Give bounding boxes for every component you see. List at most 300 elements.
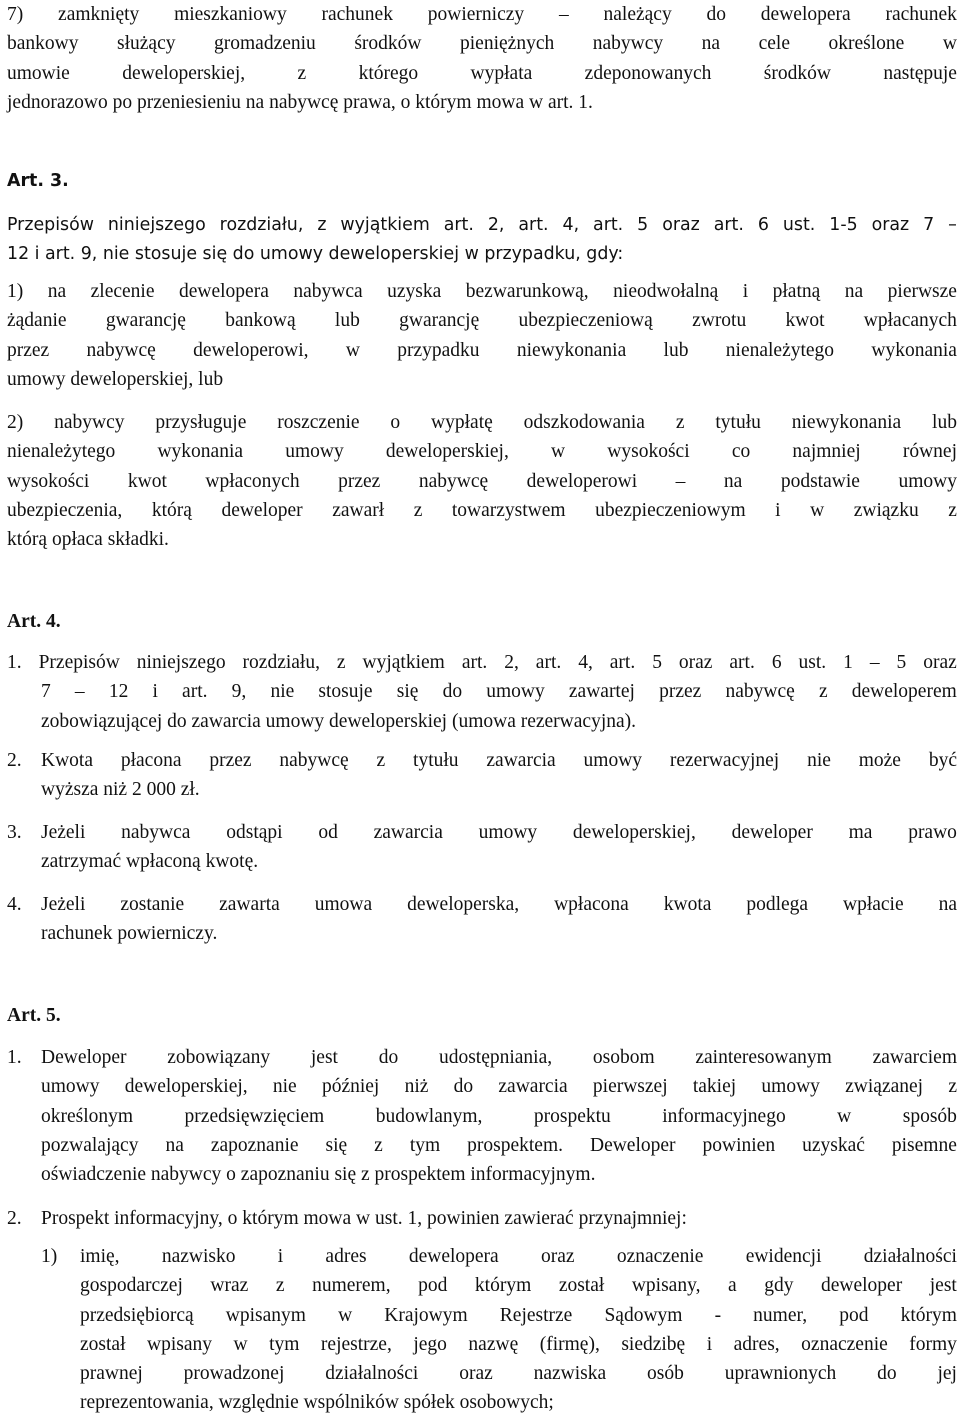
word: wyjątkiem [340,215,430,235]
word: pierwszej [592,1076,668,1098]
word: 7 [923,215,935,235]
article-5-heading [7,1001,957,1030]
word: takiej [692,1076,737,1098]
article-4-paragraph-1 [7,648,957,736]
word: pisemne [891,1134,957,1156]
word: jego [413,1333,447,1355]
word: wysokości [7,470,90,492]
word: umowa [314,894,373,915]
word: zdeponowanych [584,62,712,84]
article-5-paragraph-2 [41,1204,957,1233]
word: został [558,1275,605,1297]
word: adres [325,1246,367,1267]
word: z [297,62,307,84]
word: dewelopera [760,4,851,25]
word: na [723,470,743,492]
word: prawnej [80,1363,143,1385]
word: na [938,894,957,915]
word: zostanie [120,894,185,915]
word: zawarł [332,499,385,521]
word: zawarcia [498,1076,568,1098]
word: i [742,281,749,302]
word: – [558,4,569,25]
word: 6 [757,215,769,235]
word: numer, [753,1304,808,1326]
text-line [7,59,957,88]
word: przedsięwzięciem [184,1105,325,1127]
word: cele [758,33,790,55]
word: dewelopera [178,281,269,302]
text-line [7,437,957,466]
word: pierwsze [887,281,957,302]
word: z [413,499,423,521]
text-line [41,818,957,847]
word: udostępniania, [438,1047,553,1068]
word: być [928,750,957,771]
text-line [41,1043,957,1072]
word: oraz [459,1363,493,1385]
word: Jeżeli [41,822,86,843]
word: rachunek [885,4,957,25]
word: umowy [478,822,538,843]
article-4-paragraph-3 [41,818,957,877]
heading-text: Art. 4. [7,611,61,632]
word: prospektem. [467,1134,563,1156]
word: rozdziału, [242,652,320,673]
word: zwrotu [692,310,747,332]
paragraph-number: 3. [7,822,22,843]
word: do [453,1076,474,1098]
word: bankową [225,310,296,332]
word: ust. [782,215,816,235]
word: środków [763,62,831,84]
word: 7) [7,4,24,25]
article-3-intro [7,211,957,270]
text-line [7,648,957,677]
word: wraz [210,1275,249,1297]
word: deweloperska, [407,894,520,915]
word: 1) [7,281,24,302]
word: należący [603,4,672,25]
word: i [277,1246,284,1267]
word: 4, [562,215,580,235]
word: powinien [702,1134,776,1156]
word: wypłata [470,62,533,84]
word: wpłacona [554,894,629,915]
word: bezwarunkową, [465,281,589,302]
word: wysokości [607,441,690,463]
word: 9, [231,681,247,703]
word: deweloperowi, [193,339,309,361]
word: nabywcę [279,750,349,771]
word: płacona [120,750,182,771]
word: ubezpieczeniową [518,310,653,332]
word: z [675,412,685,433]
article-3-heading [7,167,957,196]
word: się [396,681,419,703]
word: umowy [486,681,545,703]
word: Przepisów [38,652,120,673]
word: pozwalający [41,1134,139,1156]
word: nabywcy [54,412,125,433]
word: oznaczenie [801,1333,888,1355]
word: deweloperowi [526,470,638,492]
word: niewykonania [516,339,627,361]
word: lub [334,310,360,332]
word: oraz [678,652,713,673]
text-line [7,211,957,240]
word: dewelopera [408,1246,499,1267]
word: przez [659,681,702,703]
word: ubezpieczenia, [7,499,123,521]
word: umowy [41,1076,100,1098]
word: oznaczenie [616,1246,704,1267]
word: zamknięty [58,4,140,25]
word: deweloper [731,822,813,843]
word: w [233,1333,248,1355]
word: najmniej [792,441,861,463]
word: lub [932,412,957,433]
word: zawarciem [872,1047,957,1068]
word: gwarancję [105,310,186,332]
paragraph-number: 2. [7,750,22,771]
word: określone [828,33,905,55]
paragraph-number: 4. [7,894,22,915]
word: deweloper [221,499,303,521]
text-line: zobowiązującej do zawarcia umowy deweloperskiej (umowa rezerwacyjna). [41,710,637,732]
word: a [728,1275,737,1297]
word: 1. [7,652,22,673]
text-line [41,890,957,919]
text-line: oświadczenie nabywcy o zapoznaniu się z prospektem informacyjnym. [41,1164,596,1186]
word: z [818,681,828,703]
word: oraz [540,1246,575,1267]
word: przez [338,470,381,492]
word: umowy [761,1076,820,1098]
word: do [378,1047,399,1068]
word: – [948,215,957,235]
word: gdy [764,1275,794,1297]
word: podstawie [780,470,860,492]
word: ma [848,822,873,843]
word: ewidencji [745,1246,822,1267]
word: z [948,1076,957,1098]
word: formy [909,1333,957,1355]
word: do [706,4,726,25]
word: i [706,1333,713,1355]
text-line [7,277,957,306]
word: przedsiębiorcą [80,1304,194,1326]
word: tytułu [413,750,459,771]
text-line: zatrzymać wpłaconą kwotę. [41,851,259,873]
word: zlecenie [90,281,155,302]
word: jest [310,1047,338,1068]
word: nazwisko [161,1246,236,1267]
word: tym [409,1134,441,1156]
word: rachunek [321,4,393,25]
text-line: umowy deweloperskiej, lub [7,368,224,390]
word: art. [535,652,562,673]
word: przypadku [397,339,480,361]
word: nazwiska [533,1363,607,1385]
word: na [701,33,721,55]
word: deweloper [821,1275,903,1297]
word: związku [853,499,919,521]
word: kwot [127,470,167,492]
text-line [7,336,957,365]
word: kwota [663,894,712,915]
word: w [837,1105,852,1127]
word: w [338,1304,353,1326]
word: odstąpi [226,822,283,843]
word: wpisany [146,1333,212,1355]
word: Deweloper [589,1134,676,1156]
text-line: 12 i art. 9, nie stosuje się do umowy deweloperskiej w przypadku, gdy: [7,244,624,265]
word: uzyskać [802,1134,865,1156]
word: żądanie [7,310,67,332]
word: umowy [583,750,643,771]
text-line: reprezentowania, względnie wspólników spółek osobowych; [80,1392,554,1414]
word: o [390,412,401,433]
word: osobom [592,1047,655,1068]
word: niewykonania [791,412,902,433]
word: numerem, [312,1275,391,1297]
word: wyjątkiem [362,652,445,673]
word: sposób [902,1105,957,1127]
word: z [376,750,386,771]
word: wpisany, [631,1275,701,1297]
word: umowie [7,62,70,84]
word: art. [593,215,624,235]
word: Rejestrze [499,1304,573,1326]
word: pod [418,1275,448,1297]
word: którym [900,1304,957,1326]
word: równej [902,441,957,463]
text-line [80,1242,957,1271]
word: – [675,470,686,492]
text-line [7,306,957,335]
word: stosuje [318,681,373,703]
word: wykonania [871,339,957,361]
word: działalności [325,1363,419,1385]
word: w [345,339,360,361]
word: z [374,1134,383,1156]
word: Jeżeli [41,894,86,915]
word: wpłaconych [205,470,300,492]
word: (firmę), [539,1333,600,1355]
word: przysługuje [155,412,247,433]
word: niniejszego [136,652,226,673]
word: związanej [845,1076,924,1098]
word: od [318,822,338,843]
word: zainteresowanym [695,1047,832,1068]
word: uzyska [387,281,442,302]
word: prospektu [533,1105,611,1127]
word: art. [518,215,549,235]
word: nabywca [293,281,363,302]
word: 5 [637,215,649,235]
word: nieodwołalną [613,281,719,302]
word: art. [729,652,755,673]
word: w [551,441,566,463]
text-line [41,1102,957,1131]
word: siedzibę [621,1333,686,1355]
word: nienależytego [725,339,835,361]
word: umowy [285,441,344,463]
word: gospodarczej [80,1275,183,1297]
word: gwarancję [399,310,480,332]
word: rezerwacyjnej [669,750,780,771]
word: lub [663,339,689,361]
word: ust. [798,652,827,673]
word: informacyjnego [662,1105,786,1127]
word: przez [209,750,252,771]
word: niniejszego [107,215,206,235]
text-line [7,677,957,706]
word: oraz [871,215,910,235]
word: deweloperskiej, [122,62,246,84]
word: przez [7,339,50,361]
word: podlega [746,894,809,915]
word: środków [354,33,422,55]
word: 12 [108,681,129,703]
word: deweloperskiej, [572,822,696,843]
word: Krajowym [384,1304,468,1326]
word: deweloperskiej, [385,441,509,463]
word: 5 [652,652,662,673]
word: wpisanym [225,1304,306,1326]
word: określonym [41,1105,134,1127]
word: pieniężnych [460,33,555,55]
word: osób [647,1363,684,1385]
word: do [442,681,463,703]
word: prawo [908,822,957,843]
article-5-item-1 [80,1242,957,1418]
text-line [80,1301,957,1330]
article-3-item-2 [7,408,957,554]
text-line [80,1359,957,1388]
heading-text: Art. 3. [7,171,69,191]
word: nabywcę [418,470,489,492]
paragraph-number: 1. [7,1047,22,1068]
word: ubezpieczeniowym [595,499,746,521]
word: odszkodowania [523,412,645,433]
text-line [80,1330,957,1359]
article-5-paragraph-1 [41,1043,957,1189]
word: art. [609,652,636,673]
article-3-item-1 [7,277,957,394]
article-4-heading [7,607,957,636]
word: kwot [785,310,825,332]
text-line [41,746,957,775]
word: zobowiązany [167,1047,271,1068]
word: w [942,33,957,55]
word: art. [713,215,744,235]
word: 5 [896,652,907,673]
word: na [844,281,864,302]
word: 4, [578,652,593,673]
word: mieszkaniowy [174,4,287,25]
word: – [869,652,880,673]
word: Przepisów [7,215,94,235]
word: jest [929,1275,957,1297]
word: tytułu [715,412,761,433]
word: płatną [772,281,821,302]
word: jej [937,1363,957,1385]
word: następuje [883,62,957,84]
word: roszczenie [277,412,360,433]
word: 2, [487,215,505,235]
word: rejestrze, [320,1333,392,1355]
text-line: jednorazowo po przeniesieniu na nabywcę prawa, o którym mowa w art. 1. [7,91,593,113]
word: deweloperem [851,681,957,703]
word: i [152,681,158,703]
word: art. [461,652,488,673]
word: na [47,281,67,302]
word: może [858,750,901,771]
word: 1-5 [829,215,858,235]
word: i [775,499,781,521]
item-number: 1) [41,1246,58,1267]
word: działalności [863,1246,957,1267]
word: budowlanym, [375,1105,483,1127]
word: imię, [80,1246,120,1267]
text-line: którą opłaca składki. [7,529,169,551]
word: towarzystwem [451,499,566,521]
word: art. [182,681,208,703]
word: Kwota [41,750,93,771]
text-line [7,29,957,58]
word: z [336,652,346,673]
word: w [810,499,825,521]
word: uprawnionych [724,1363,837,1385]
word: – [74,681,85,703]
text-line [7,496,957,525]
heading-text: Art. 5. [7,1005,61,1026]
word: wpłacanych [863,310,957,332]
word: z [317,215,327,235]
word: z [948,499,957,521]
word: zawarta [219,894,280,915]
word: zawartej [568,681,635,703]
word: adres, [733,1333,780,1355]
word: nienależytego [7,441,116,463]
word: Deweloper [41,1047,127,1068]
word: nabywcę [86,339,156,361]
text-line [7,408,957,437]
word: wykonania [157,441,244,463]
word: niż [404,1076,429,1098]
word: 2) [7,412,24,433]
word: gromadzeniu [214,33,316,55]
word: rozdziału, [219,215,304,235]
text-line [41,1131,957,1160]
word: nie [272,1076,297,1098]
word: którym [474,1275,532,1297]
text-line [80,1271,957,1300]
word: 2, [504,652,519,673]
word: pod [839,1304,869,1326]
word: 1 [843,652,853,673]
text-line [7,0,957,29]
word: nabywcę [725,681,795,703]
word: którą [151,499,192,521]
word: później [321,1076,380,1098]
word: nie [807,750,831,771]
word: oraz [662,215,700,235]
word: do [877,1363,897,1385]
definition-paragraph-7 [7,0,957,117]
